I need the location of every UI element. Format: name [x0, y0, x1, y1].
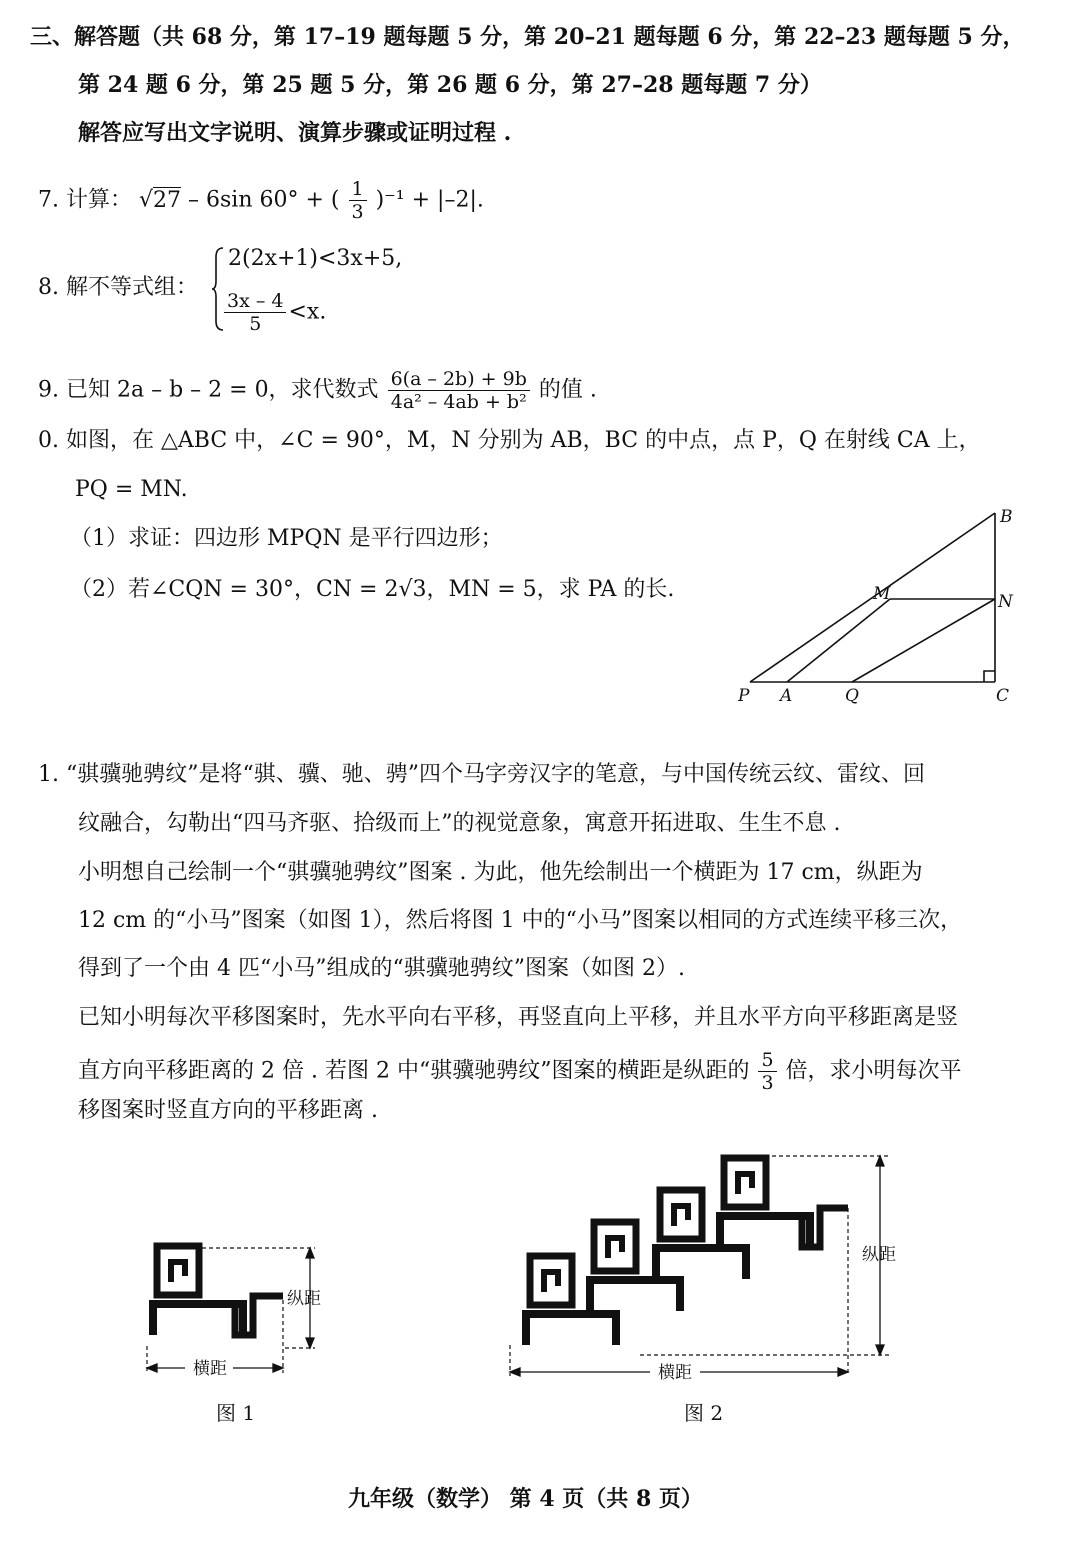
fig2-caption: 图 2: [684, 1401, 724, 1425]
question-17: [38, 178, 484, 223]
pattern-figure-2: [500, 1148, 920, 1388]
page-footer: 九年级（数学） 第 4 页（共 8 页）: [348, 1486, 703, 1512]
q21-fraction: [758, 1049, 776, 1094]
q20-line2: PQ = MN.: [75, 477, 188, 502]
q19-text-after: 的值 .: [538, 377, 597, 403]
q19-fraction-den: 4a² – 4ab + b²: [390, 391, 527, 413]
q21-line7: [78, 1049, 962, 1094]
fig2-vertical-label: 纵距: [862, 1245, 896, 1265]
q18-inequality-1: 2(2x+1)<3x+5,: [228, 246, 403, 271]
point-label-q: Q: [845, 686, 859, 706]
fig1-horizontal-label: 横距: [193, 1359, 227, 1379]
sqrt-sign: √: [138, 187, 154, 213]
q18-fraction: [224, 290, 286, 335]
q18-inequality-2-tail: <x.: [288, 299, 327, 325]
section-heading-line1: 三、解答题（共 68 分，第 17–19 题每题 5 分，第 20–21 题每题 6 分，第 22–23 题每题 5 分，: [30, 24, 1025, 50]
q17-sqrt-arg: 27: [153, 187, 182, 213]
point-label-c: C: [996, 686, 1010, 706]
q21-line7-after: 倍，求小明每次平: [785, 1058, 962, 1084]
fig1-caption: 图 1: [216, 1401, 256, 1425]
right-angle-mark: [984, 671, 995, 682]
q18-inequality-2: [222, 290, 326, 335]
q17-fraction-den: 3: [351, 201, 364, 223]
point-label-p: P: [738, 686, 750, 706]
q21-fraction-den: 3: [761, 1072, 774, 1094]
q21-fraction-num: 5: [758, 1049, 776, 1072]
q21-line6: 已知小明每次平移图案时，先水平向右平移，再竖直向上平移，并且水平方向平移距离是竖: [78, 1005, 959, 1030]
point-label-m: M: [873, 584, 891, 604]
horse-pattern-2-icon: [586, 1222, 684, 1311]
section-heading-line2: 第 24 题 6 分，第 25 题 5 分，第 26 题 6 分，第 27–28 题每题 7 分）: [78, 72, 822, 98]
q21-line7-before: 直方向平移距离的 2 倍 . 若图 2 中“骐骥驰骋纹”图案的横距是纵距的: [78, 1058, 750, 1084]
point-label-a: A: [780, 686, 793, 706]
point-label-b: B: [1000, 507, 1013, 527]
section-instruction: 解答应写出文字说明、演算步骤或证明过程 .: [78, 120, 512, 146]
q17-tail: )⁻¹ + |–2|.: [375, 187, 484, 213]
fig1-vertical-label: 纵距: [287, 1289, 321, 1309]
q20-part1: （1）求证：四边形 MPQN 是平行四边形；: [70, 526, 503, 551]
horse-pattern-icon: [149, 1246, 283, 1335]
q21-line4: 12 cm 的“小马”图案（如图 1），然后将图 1 中的“小马”图案以相同的方式连续平移三次，: [78, 908, 963, 933]
q19-fraction-num: 6(a – 2b) + 9b: [388, 368, 530, 391]
q18-label: 8. 解不等式组：: [38, 275, 198, 300]
question-19: [38, 368, 597, 413]
q21-line8: 移图案时竖直方向的平移距离 .: [78, 1098, 378, 1123]
q17-fraction: [349, 178, 367, 223]
q17-label: 7. 计算：: [38, 187, 132, 213]
horse-pattern-3-icon: [652, 1190, 750, 1279]
q19-fraction: [388, 368, 530, 413]
q19-text-before: 9. 已知 2a – b – 2 = 0，求代数式: [38, 377, 379, 403]
q17-fraction-num: 1: [349, 178, 367, 201]
q17-expression: – 6sin 60° + (: [188, 187, 340, 213]
q21-line5: 得到了一个由 4 匹“小马”组成的“骐骥驰骋纹”图案（如图 2）.: [78, 956, 685, 981]
triangle-figure: [730, 505, 1030, 710]
q20-part2: （2）若∠CQN = 30°，CN = 2√3，MN = 5，求 PA 的长.: [70, 577, 675, 602]
q20-line1: 0. 如图，在 △ABC 中，∠C = 90°，M，N 分别为 AB，BC 的中点，点 P，Q 在射线 CA 上，: [38, 428, 981, 453]
fig2-horizontal-label: 横距: [658, 1363, 692, 1383]
q21-line3: 小明想自己绘制一个“骐骥驰骋纹”图案 . 为此，他先绘制出一个横距为 17 cm，纵距为: [78, 860, 923, 885]
q18-fraction-den: 5: [249, 313, 262, 335]
q21-line1: 1. “骐骥驰骋纹”是将“骐、骥、驰、骋”四个马字旁汉字的笔意，与中国传统云纹、雷纹、回: [38, 762, 925, 787]
q21-line2: 纹融合，勾勒出“四马齐驱、拾级而上”的视觉意象，寓意开拓进取、生生不息 .: [78, 811, 841, 836]
horse-pattern-4-icon: [716, 1158, 848, 1247]
point-label-n: N: [998, 592, 1013, 612]
q18-fraction-num: 3x – 4: [224, 290, 286, 313]
